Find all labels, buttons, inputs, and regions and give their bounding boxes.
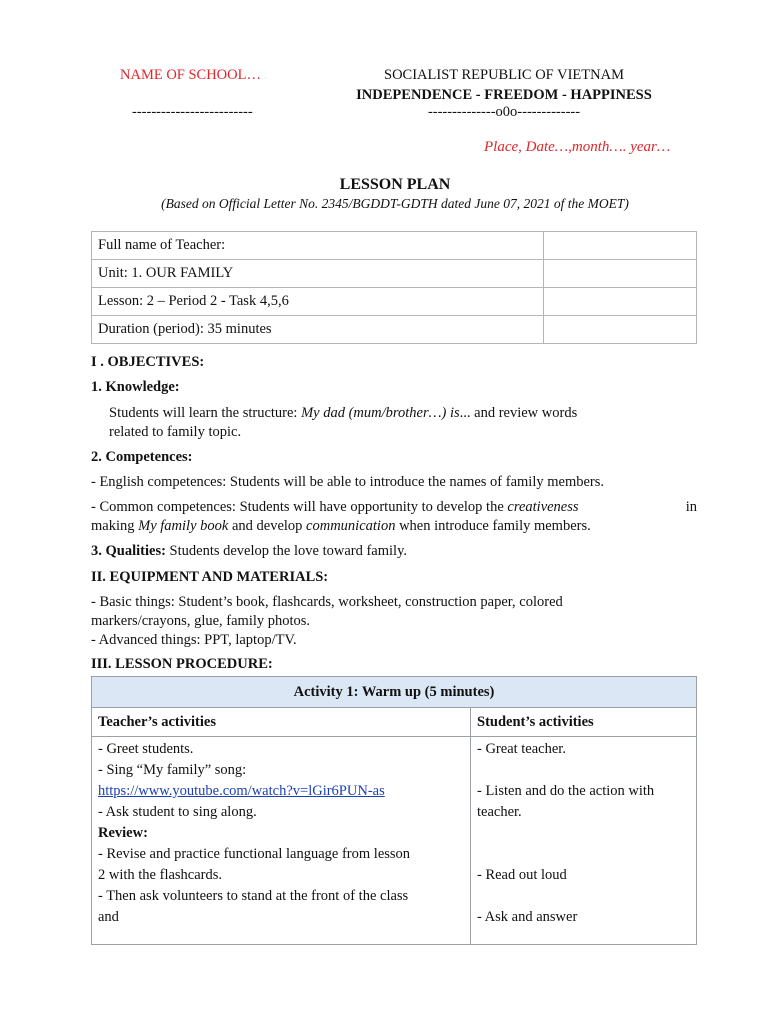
competences-heading: 2. Competences: [91,449,193,465]
student-line: - Ask and answer [477,909,578,925]
teacher-line: and [98,909,119,925]
qualities-heading: 3. Qualities: [91,543,166,559]
info-label: Unit: 1. OUR FAMILY [92,260,544,288]
equipment-advanced: - Advanced things: PPT, laptop/TV. [91,632,297,648]
republic-divider: --------------o0o------------- [427,104,581,120]
lesson-info-table [91,231,697,344]
competence-creativeness: creativeness [507,499,579,515]
knowledge-structure: My dad (mum/brother…) is [301,405,460,421]
student-line [477,760,690,781]
competence-introduce: when introduce family members. [395,518,591,534]
info-value[interactable] [544,232,697,260]
table-row [92,708,697,737]
competence-english: - English competences: Students will be able to introduce the names of family members. [91,474,605,490]
school-name: NAME OF SCHOOL… [120,67,261,83]
info-label: Full name of Teacher: [92,232,544,260]
qualities-text: Students develop the love toward family. [165,543,407,559]
info-value[interactable] [544,288,697,316]
equipment-basic-line2: markers/crayons, glue, family photos. [91,613,311,629]
national-motto: INDEPENDENCE - FREEDOM - HAPPINESS [356,87,652,103]
knowledge-post: ... and review words [459,405,578,421]
student-line [477,823,690,844]
document-title: LESSON PLAN [339,176,451,193]
table-row [92,288,697,316]
activity-table [91,676,697,945]
student-line: - Listen and do the action with [477,783,655,799]
republic-name: SOCIALIST REPUBLIC OF VIETNAM [384,67,624,83]
objectives-heading: I . OBJECTIVES: [91,354,205,370]
review-heading: Review: [98,825,148,841]
student-header: Student’s activities [471,708,697,737]
competence-family-book: My family book [138,518,229,534]
info-label: Lesson: 2 – Period 2 - Task 4,5,6 [92,288,544,316]
knowledge-heading: 1. Knowledge: [91,379,180,395]
equipment-list [91,593,697,650]
document-subtitle: (Based on Official Letter No. 2345/BGDDT-GDTH dated June 07, 2021 of the MOET) [161,196,629,211]
student-line [477,844,690,865]
competence-common-pre: - Common competences: Students will have opportunity to develop the [91,499,508,515]
teacher-header: Teacher’s activities [92,708,471,737]
competence-common-line1 [91,498,697,517]
student-line: - Great teacher. [477,741,566,757]
place-date: Place, Date…,month…. year… [484,139,671,155]
info-label: Duration (period): 35 minutes [92,316,544,344]
teacher-line: - Greet students. [98,741,194,757]
teacher-line: 2 with the flashcards. [98,867,223,883]
student-activities [471,737,697,945]
table-row [92,260,697,288]
knowledge-text [109,404,699,442]
info-value[interactable] [544,260,697,288]
song-link[interactable]: https://www.youtube.com/watch?v=lGir6PUN-as [98,783,385,799]
teacher-line: - Revise and practice functional language from lesson [98,846,411,862]
teacher-line: - Then ask volunteers to stand at the front of the class [98,888,409,904]
knowledge-line2: related to family topic. [109,424,242,440]
student-line: teacher. [477,804,522,820]
equipment-heading: II. EQUIPMENT AND MATERIALS: [91,569,329,585]
competence-common-line2 [91,517,697,536]
equipment-basic-line1: - Basic things: Student’s book, flashcards, worksheet, construction paper, colored [91,594,563,610]
activity-title: Activity 1: Warm up (5 minutes) [92,677,697,708]
qualities [91,542,697,561]
teacher-line: - Ask student to sing along. [98,804,257,820]
school-divider: ------------------------- [132,104,253,120]
table-row [92,737,697,945]
table-row [92,232,697,260]
knowledge-pre: Students will learn the structure: [109,405,302,421]
teacher-activities [92,737,471,945]
competence-communication: communication [306,518,396,534]
student-line: - Read out loud [477,867,567,883]
info-value[interactable] [544,316,697,344]
competence-common-post: in [685,499,697,515]
teacher-line: - Sing “My family” song: [98,762,247,778]
table-row [92,316,697,344]
competence-develop: and develop [228,518,307,534]
competence-common [91,498,697,536]
student-line [477,886,690,907]
procedure-heading: III. LESSON PROCEDURE: [91,656,273,672]
table-row [92,677,697,708]
competence-making: making [91,518,139,534]
